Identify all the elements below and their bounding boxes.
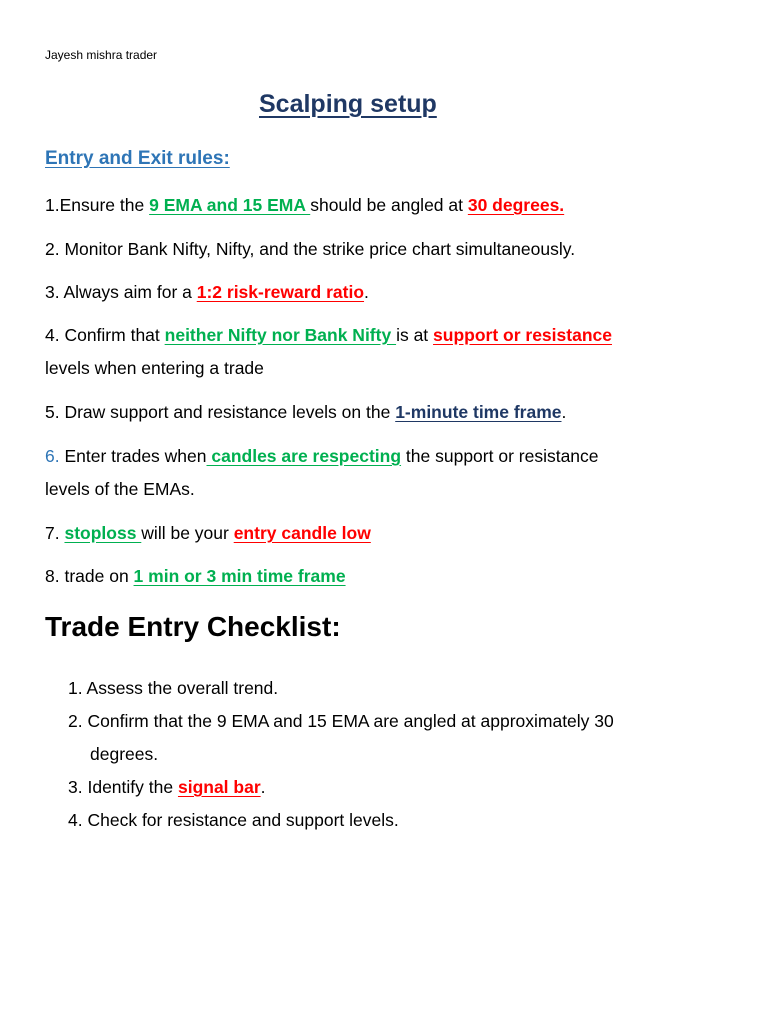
checklist-number: 1. xyxy=(68,678,83,698)
rule-highlight: 1 min or 3 min time frame xyxy=(133,566,346,586)
checklist-number: 3. xyxy=(68,777,83,797)
rule-text: the support or resistance xyxy=(401,446,599,466)
rule-text: . xyxy=(561,402,567,422)
checklist-number: 2. xyxy=(68,711,83,731)
rule-highlight: candles are respecting xyxy=(206,446,402,466)
checklist-number: 4. xyxy=(68,810,83,830)
rule-text: 3. Always aim for a xyxy=(45,282,197,302)
rule-3 xyxy=(45,276,369,308)
rule-6-continuation: levels of the EMAs. xyxy=(45,479,195,499)
rule-highlight: 1:2 risk-reward ratio xyxy=(196,282,365,302)
rule-highlight: 1-minute time frame xyxy=(395,402,562,422)
checklist-heading: Trade Entry Checklist: xyxy=(45,611,341,642)
rule-5 xyxy=(45,396,566,428)
checklist-item xyxy=(68,672,278,704)
checklist-item xyxy=(68,705,614,737)
rule-text: Enter trades when xyxy=(59,446,207,466)
rule-text: 8. trade on xyxy=(45,566,134,586)
rule-1 xyxy=(45,189,564,221)
page-title: Scalping setup xyxy=(259,90,437,118)
checklist-item xyxy=(68,771,266,803)
checklist-text: Check for resistance and support levels. xyxy=(87,810,399,830)
rule-highlight: stoploss xyxy=(64,523,142,543)
checklist-item xyxy=(68,804,399,836)
rule-2 xyxy=(45,233,575,265)
rule-text: should be angled at xyxy=(310,195,468,215)
rule-8 xyxy=(45,560,346,592)
rule-highlight: 9 EMA and 15 EMA xyxy=(149,195,311,215)
rule-text: 7. xyxy=(45,523,65,543)
rule-number: 6. xyxy=(45,446,60,466)
rule-highlight: support or resistance xyxy=(433,325,612,345)
rule-highlight: neither Nifty nor Bank Nifty xyxy=(164,325,397,345)
rule-text: 4. Confirm that xyxy=(45,325,165,345)
rule-7 xyxy=(45,517,371,549)
section-heading-entry-exit: Entry and Exit rules: xyxy=(45,148,230,169)
rule-highlight: entry candle low xyxy=(233,523,371,543)
checklist-item-continuation: degrees. xyxy=(90,744,159,764)
checklist-highlight: signal bar xyxy=(177,777,261,797)
rule-text: 1.Ensure the xyxy=(45,195,150,215)
checklist-text: Confirm that the 9 EMA and 15 EMA are angled at approximately 30 xyxy=(87,711,614,731)
rule-text: . xyxy=(364,282,369,302)
rule-6 xyxy=(45,440,599,472)
checklist-text: Identify the xyxy=(87,777,178,797)
rule-text: is at xyxy=(396,325,434,345)
checklist-text: . xyxy=(260,777,266,797)
rule-4-continuation: levels when entering a trade xyxy=(45,358,264,378)
rule-text: 5. Draw support and resistance levels on the xyxy=(45,402,396,422)
author-line: Jayesh mishra trader xyxy=(45,48,158,62)
checklist-text: Assess the overall trend. xyxy=(86,678,279,698)
rule-4 xyxy=(45,319,612,351)
rule-text: 2. Monitor Bank Nifty, Nifty, and the strike price chart simultaneously. xyxy=(45,239,576,259)
rule-highlight: 30 degrees. xyxy=(467,195,565,215)
rule-text: will be your xyxy=(141,523,234,543)
